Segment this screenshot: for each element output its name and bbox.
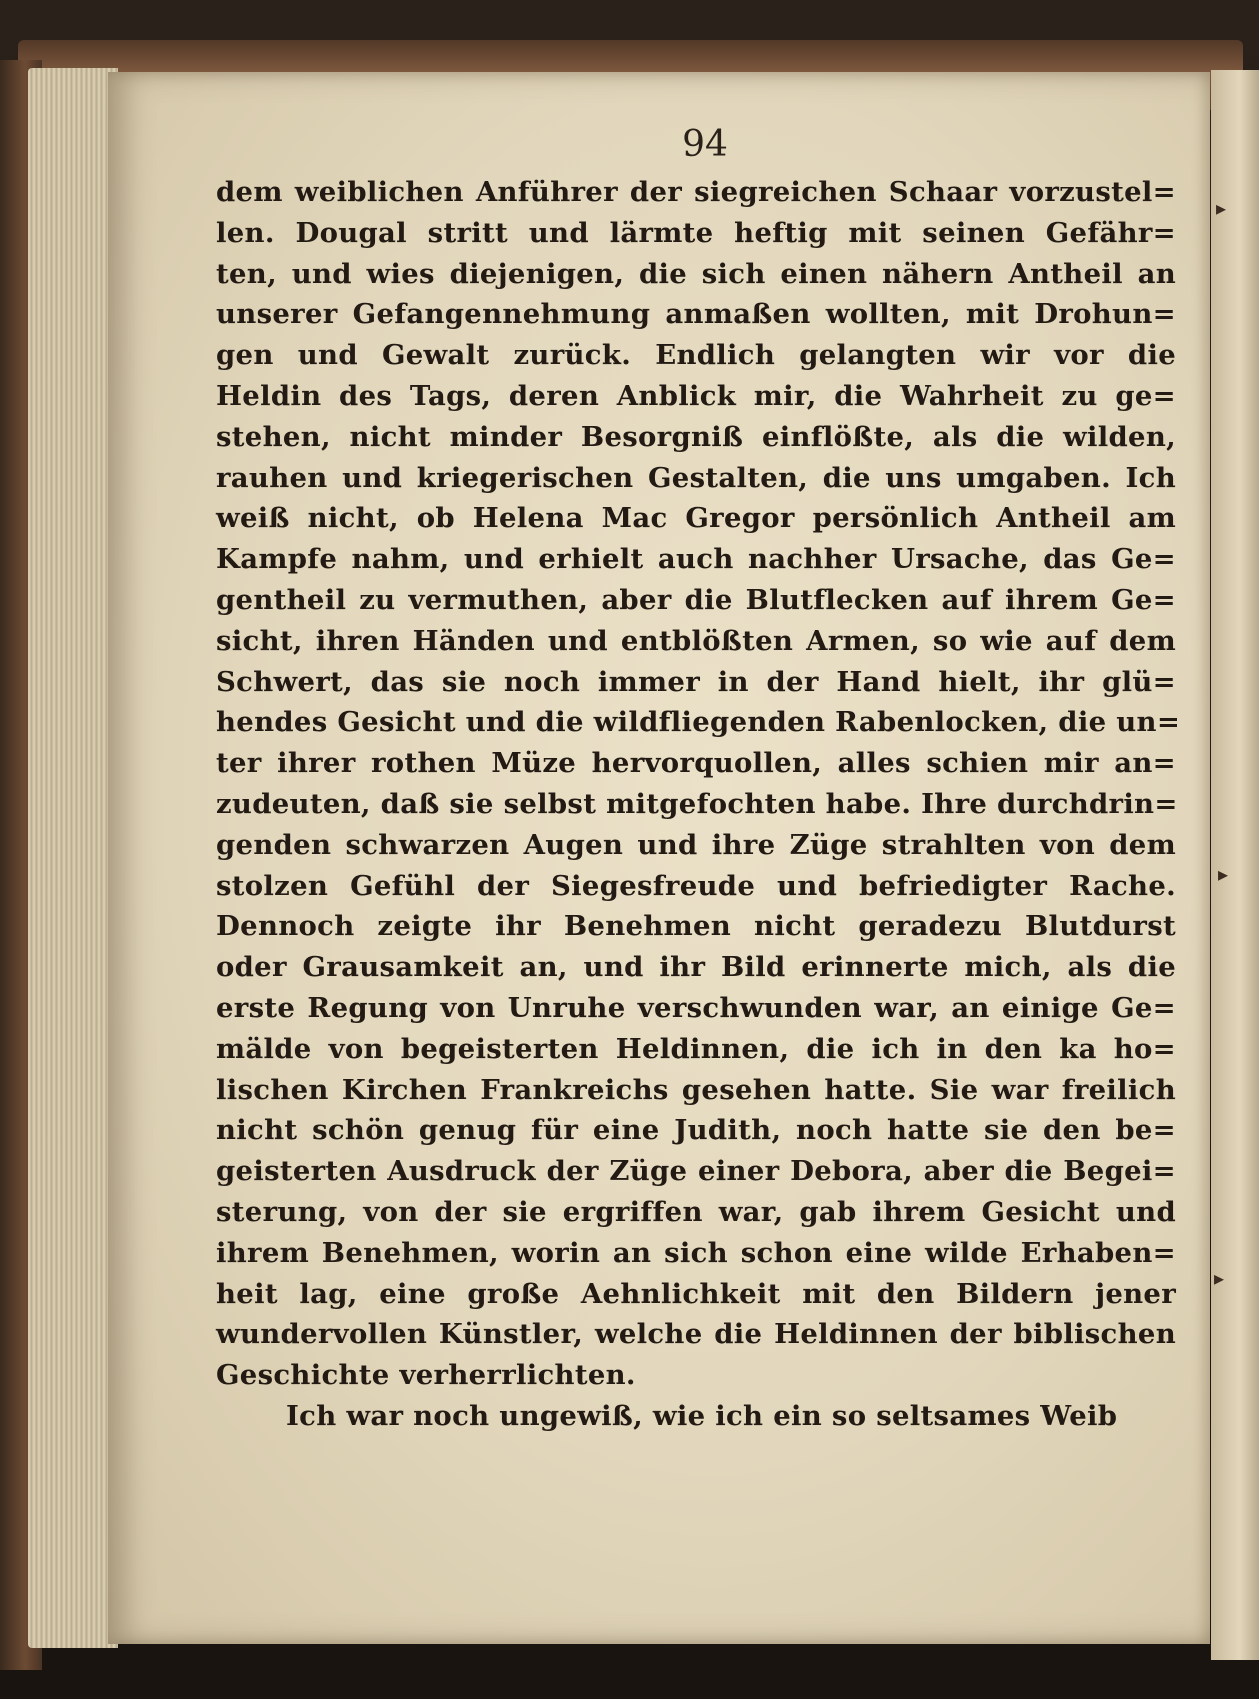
text-line: sterung, von der sie ergriffen war, gab ihrem Gesicht und — [216, 1195, 1176, 1228]
text-line: mälde von begeisterten Heldinnen, die ich in den ka ho= — [216, 1032, 1176, 1065]
text-line: len. Dougal stritt und lärmte heftig mit seinen Gefähr= — [216, 216, 1176, 249]
text-line: Geschichte verherrlichten. — [216, 1359, 636, 1392]
text-line: lischen Kirchen Frankreichs gesehen hatte. Sie war freilich — [216, 1073, 1176, 1106]
text-line: genden schwarzen Augen und ihre Züge strahlten von dem — [216, 828, 1176, 861]
text-line: rauhen und kriegerischen Gestalten, die uns umgaben. Ich — [216, 461, 1176, 494]
text-line: Heldin des Tags, deren Anblick mir, die Wahrheit zu ge= — [216, 379, 1176, 412]
text-line: oder Grausamkeit an, und ihr Bild erinnerte mich, als die — [216, 951, 1176, 984]
text-line: stehen, nicht minder Besorgniß einflößte, als die wilden, — [216, 420, 1176, 453]
text-line: dem weiblichen Anführer der siegreichen Schaar vorzustel= — [216, 176, 1176, 208]
page-text — [216, 172, 1181, 1437]
text-line: zudeuten, daß sie selbst mitgefochten habe. Ihre durchdrin= — [216, 787, 1178, 820]
text-line: hendes Gesicht und die wildfliegenden Rabenlocken, die un= — [216, 706, 1181, 739]
page-edges — [28, 68, 118, 1648]
page-number: 94 — [682, 124, 728, 165]
text-line: Dennoch zeigte ihr Benehmen nicht geradezu Blutdurst — [216, 910, 1176, 943]
text-line: ihrem Benehmen, worin an sich schon eine wilde Erhaben= — [216, 1236, 1176, 1269]
paragraph-start-line: Ich war noch ungewiß, wie ich ein so seltsames Weib — [286, 1399, 1118, 1432]
text-line: unserer Gefangennehmung anmaßen wollten, mit Drohun= — [216, 298, 1176, 331]
text-line: stolzen Gefühl der Siegesfreude und befriedigter Rache. — [216, 869, 1176, 902]
text-line: geisterten Ausdruck der Züge einer Debora, aber die Begei= — [216, 1155, 1176, 1188]
text-line: heit lag, eine große Aehnlichkeit mit den Bildern jener — [216, 1277, 1176, 1310]
text-line: sicht, ihren Händen und entblößten Armen, so wie auf dem — [216, 624, 1176, 657]
text-line: ter ihrer rothen Müze hervorquollen, alles schien mir an= — [216, 747, 1176, 780]
margin-mark: ▸ — [1214, 1266, 1225, 1290]
text-line: gen und Gewalt zurück. Endlich gelangten wir vor die — [216, 339, 1176, 372]
text-line: wundervollen Künstler, welche die Heldinnen der biblischen — [216, 1318, 1176, 1351]
text-line: weiß nicht, ob Helena Mac Gregor persönlich Antheil am — [216, 502, 1176, 535]
margin-mark: ▸ — [1216, 196, 1227, 220]
text-line: ten, und wies diejenigen, die sich einen nähern Antheil an — [216, 257, 1176, 290]
text-line: Schwert, das sie noch immer in der Hand hielt, ihr glü= — [216, 665, 1176, 698]
text-line: erste Regung von Unruhe verschwunden war, an einige Ge= — [216, 991, 1176, 1024]
text-line: nicht schön genug für eine Judith, noch hatte sie den be= — [216, 1114, 1176, 1147]
text-line: gentheil zu vermuthen, aber die Blutflecken auf ihrem Ge= — [216, 583, 1176, 616]
book-page — [108, 72, 1210, 1644]
text-line: Kampfe nahm, und erhielt auch nachher Ursache, das Ge= — [216, 543, 1176, 576]
margin-mark: ▸ — [1218, 862, 1229, 886]
